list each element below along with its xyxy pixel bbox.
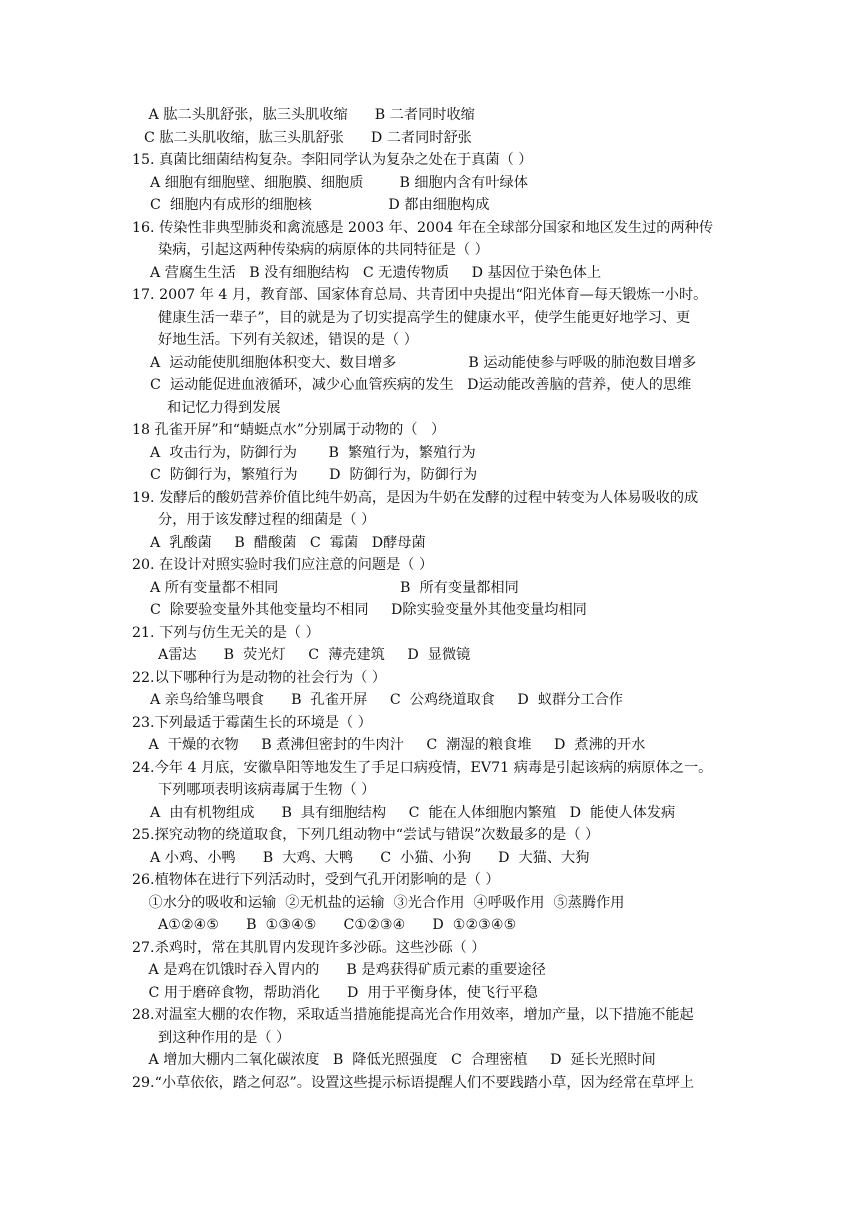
- text-line: C 细胞内有成形的细胞核 D 都由细胞构成: [150, 197, 490, 213]
- question-line: 22.以下哪种行为是动物的社会行为（ ）: [132, 669, 387, 686]
- text-line: 分，用于该发酵过程的细菌是（ ）: [158, 512, 376, 528]
- text-line: C 防御行为，繁殖行为 D 防御行为，防御行为: [150, 467, 478, 483]
- question-line: 15. 真菌比细菌结构复杂。李阳同学认为复杂之处在于真菌（ ）: [132, 152, 533, 168]
- question-line: 16. 传染性非典型肺炎和禽流感是 2003 年、2004 年在全球部分国家和地区发生过的两种传: [132, 219, 714, 236]
- text-line: A 运动能使肌细胞体积变大、数目增多 B 运动能使参与呼吸的肺泡数目增多: [150, 354, 697, 371]
- question-line: 18 孔雀开屏”和“蜻蜓点水”分别属于动物的（ ）: [132, 422, 446, 438]
- text-line: A①②④⑤ B ①③④⑤ C①②③④ D ①②③④⑤: [158, 917, 517, 933]
- text-line: A 营腐生生活 B 没有细胞结构 C 无遗传物质 D 基因位于染色体上: [150, 264, 602, 281]
- question-line: 17. 2007 年 4 月，教育部、国家体育总局、共青团中央提出“阳光体育—每天锻炼一小时。: [132, 287, 708, 303]
- exam-questions: [132, 104, 742, 1094]
- text-line: A 肱二头肌舒张，肱三头肌收缩 B 二者同时收缩: [144, 107, 475, 123]
- text-line: A雷达 B 荧光灯 C 薄壳建筑 D 显微镜: [158, 647, 471, 663]
- question-line: 29.“小草依依，踏之何忍”。设置这些提示标语提醒人们不要践踏小草，因为经常在草坪上: [132, 1074, 695, 1091]
- question-line: 21. 下列与仿生无关的是（ ）: [132, 624, 320, 641]
- question-line: 19. 发酵后的酸奶营养价值比纯牛奶高，是因为牛奶在发酵的过程中转变为人体易吸收的成: [132, 489, 699, 506]
- question-line: 25.探究动物的绕道取食，下列几组动物中“尝试与错误”次数最多的是（ ）: [132, 827, 600, 843]
- text-line: 好地生活。下列有关叙述，错误的是（ ）: [158, 332, 418, 348]
- question-line: 27.杀鸡时，常在其肌胃内发现许多沙砾。这些沙砾（ ）: [132, 939, 486, 956]
- text-line: 和记忆力得到发展: [158, 399, 281, 416]
- text-line: A 增加大棚内二氧化碳浓度 B 降低光照强度 C 合理密植 D 延长光照时间: [144, 1052, 656, 1068]
- text-line: A 攻击行为，防御行为 B 繁殖行为，繁殖行为: [150, 444, 476, 461]
- text-line: C 运动能促进血液循环，减少心血管疾病的发生 D运动能改善脑的营养，使人的思维: [150, 377, 692, 393]
- question-line: 24.今年 4 月底，安徽阜阳等地发生了手足口病疫情，EV71 病毒是引起该病的病原体之一。: [132, 759, 713, 776]
- text-line: A 乳酸菌 B 醋酸菌 C 霉菌 D酵母菌: [150, 534, 426, 551]
- text-line: 下列哪项表明该病毒属于生物（ ）: [158, 782, 376, 798]
- text-line: A 由有机物组成 B 具有细胞结构 C 能在人体细胞内繁殖 D 能使人体发病: [150, 804, 676, 821]
- text-line: C 肱二头肌收缩，肱三头肌舒张 D 二者同时舒张: [144, 129, 472, 146]
- text-line: A 干燥的衣物 B 煮沸但密封的牛肉汁 C 潮湿的粮食堆 D 煮沸的开水: [144, 737, 646, 753]
- text-line: A 小鸡、小鸭 B 大鸡、大鸭 C 小猫、小狗 D 大猫、大狗: [150, 849, 590, 866]
- text-line: A 是鸡在饥饿时吞入胃内的 B 是鸡获得矿质元素的重要途径: [144, 962, 546, 978]
- text-line: ①水分的吸收和运输 ②无机盐的运输 ③光合作用 ④呼吸作用 ⑤蒸腾作用: [144, 894, 625, 911]
- text-line: A 细胞有细胞壁、细胞膜、细胞质 B 细胞内含有叶绿体: [150, 174, 528, 191]
- text-line: A 所有变量都不相同 B 所有变量都相同: [150, 579, 519, 596]
- text-line: C 除要验变量外其他变量均不相同 D除实验变量外其他变量均相同: [150, 602, 587, 618]
- question-line: 20. 在设计对照实验时我们应注意的问题是（ ）: [132, 557, 434, 573]
- text-line: C 用于磨碎食物，帮助消化 D 用于平衡身体，使飞行平稳: [144, 984, 538, 1001]
- text-line: 到这种作用的是（ ）: [158, 1029, 291, 1046]
- question-line: 26.植物体在进行下列活动时，受到气孔开闭影响的是（ ）: [132, 872, 500, 888]
- text-line: A 亲鸟给雏鸟喂食 B 孔雀开屏 C 公鸡绕道取食 D 蚁群分工合作: [150, 692, 623, 708]
- question-line: 23.下列最适于霉菌生长的环境是（ ）: [132, 714, 372, 731]
- text-line: 染病，引起这两种传染病的病原体的共同特征是（ ）: [158, 242, 489, 258]
- text-line: 健康生活一辈子”，目的就是为了切实提高学生的健康水平，使学生能更好地学习、更: [158, 309, 691, 326]
- question-line: 28.对温室大棚的农作物，采取适当措施能提高光合作用效率，增加产量，以下措施不能起: [132, 1007, 694, 1023]
